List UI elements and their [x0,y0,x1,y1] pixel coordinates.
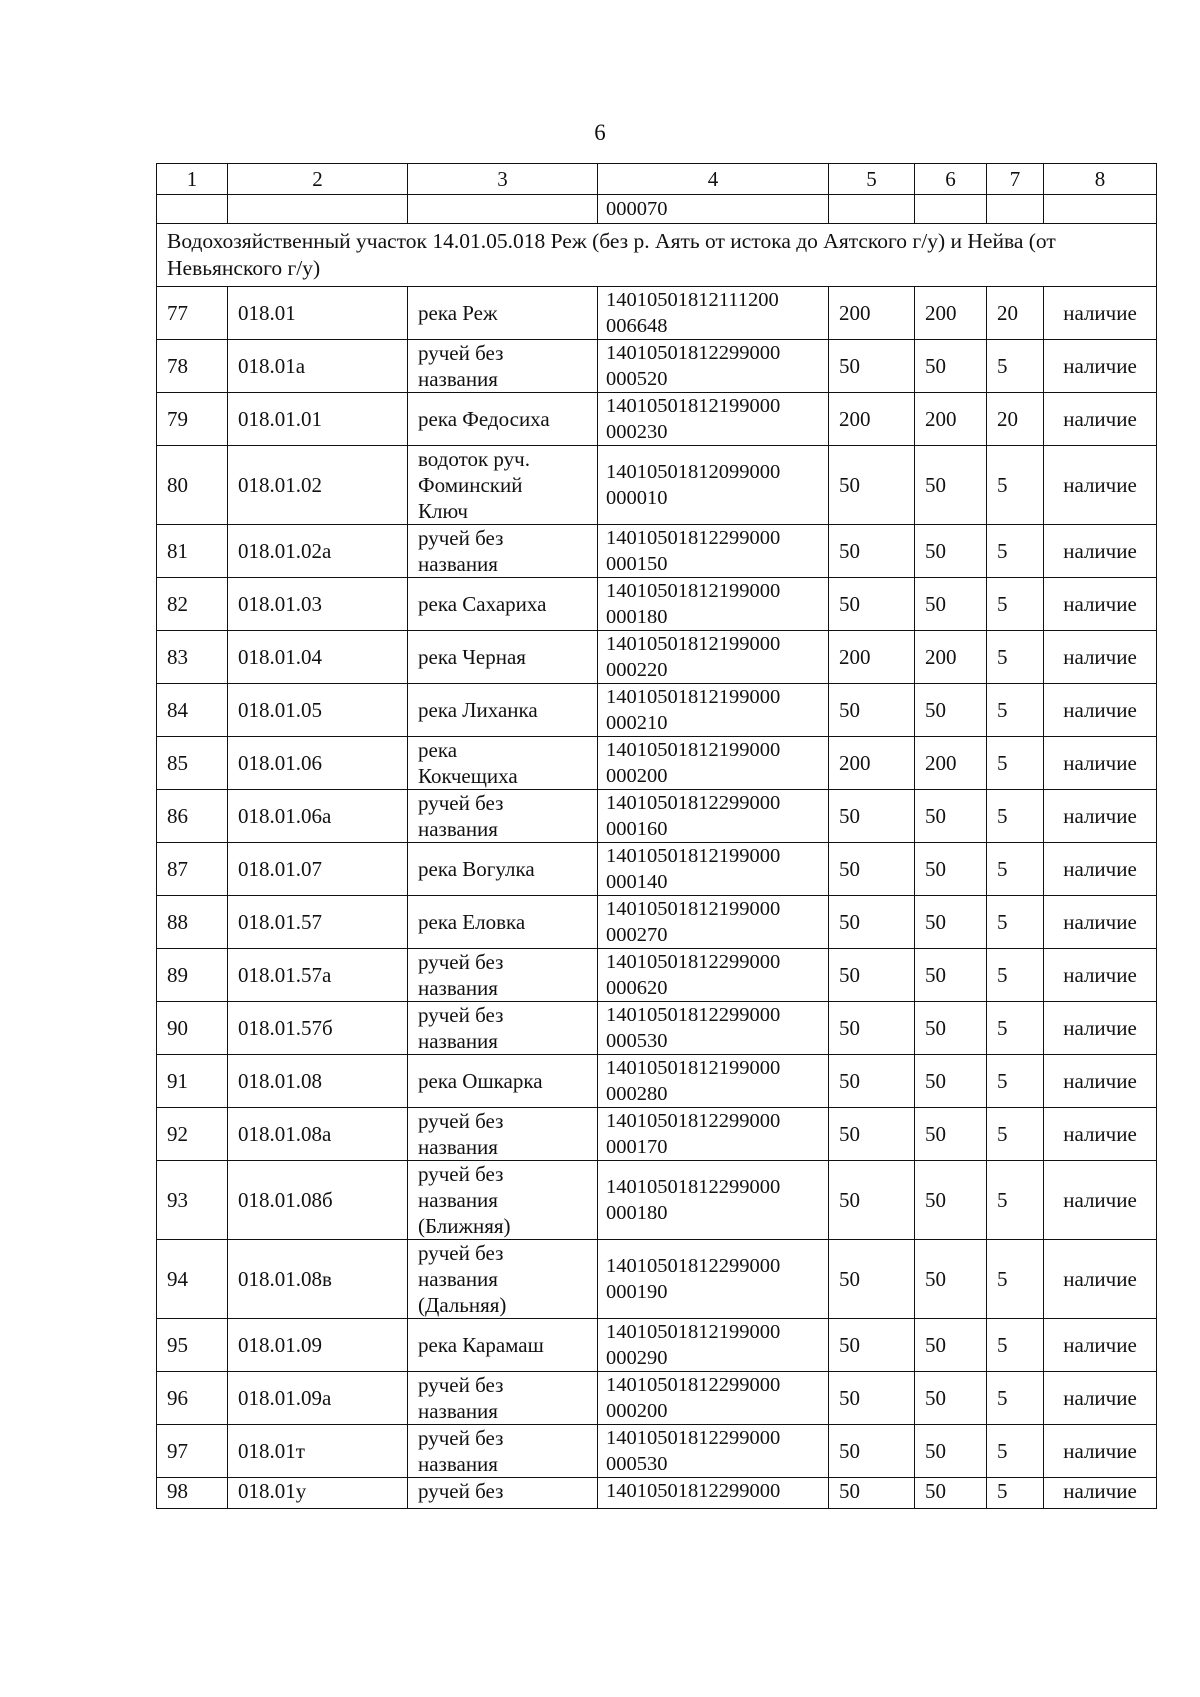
row-number-cell: 98 [157,1478,228,1509]
section-code-cell: 018.01т [228,1425,408,1478]
column-header: 8 [1044,164,1157,195]
section-code-cell: 018.01.57а [228,949,408,1002]
row-number-cell: 90 [157,1002,228,1055]
value-cell-5: 50 [829,1425,915,1478]
value-cell-5: 50 [829,1161,915,1240]
value-cell-6: 50 [915,1425,987,1478]
value-cell-6: 50 [915,843,987,896]
row-number-cell: 79 [157,393,228,446]
table-cell [915,195,987,224]
row-number-cell: 86 [157,790,228,843]
section-code-cell: 018.01.06 [228,737,408,790]
value-cell-7: 5 [987,340,1044,393]
section-code-cell: 018.01.03 [228,578,408,631]
header-row [157,164,1157,195]
water-body-name-cell: река Вогулка [408,843,598,896]
status-cell: наличие [1044,684,1157,737]
water-body-name-cell: река Еловка [408,896,598,949]
column-header: 5 [829,164,915,195]
table-row [157,631,1157,684]
table-row [157,896,1157,949]
registry-code-cell: 14010501812299000 000200 [598,1372,829,1425]
status-cell: наличие [1044,1055,1157,1108]
status-cell: наличие [1044,1002,1157,1055]
value-cell-7: 5 [987,631,1044,684]
section-code-cell: 018.01.06а [228,790,408,843]
status-cell: наличие [1044,1372,1157,1425]
row-number-cell: 82 [157,578,228,631]
status-cell: наличие [1044,1425,1157,1478]
row-number-cell: 92 [157,1108,228,1161]
table-row [157,1002,1157,1055]
value-cell-6: 50 [915,1002,987,1055]
registry-code-cell: 14010501812199000 000210 [598,684,829,737]
registry-code-cell: 14010501812299000 000530 [598,1002,829,1055]
section-code-cell: 018.01.07 [228,843,408,896]
section-code-cell: 018.01.08 [228,1055,408,1108]
page-number: 6 [594,120,606,145]
section-code-cell: 018.01.57 [228,896,408,949]
water-body-name-cell: река Карамаш [408,1319,598,1372]
table-row [157,1055,1157,1108]
value-cell-5: 50 [829,1372,915,1425]
value-cell-6: 50 [915,446,987,525]
value-cell-7: 5 [987,1002,1044,1055]
table-row [157,287,1157,340]
table-row [157,843,1157,896]
registry-code-cell: 14010501812199000 000280 [598,1055,829,1108]
table-row [157,578,1157,631]
water-body-name-cell: ручей без названия (Ближняя) [408,1161,598,1240]
section-code-cell: 018.01 [228,287,408,340]
column-header: 1 [157,164,228,195]
registry-code-cell: 14010501812199000 000180 [598,578,829,631]
registry-code-cell: 14010501812199000 000200 [598,737,829,790]
value-cell-7: 5 [987,1055,1044,1108]
status-cell: наличие [1044,287,1157,340]
section-code-cell: 018.01.08а [228,1108,408,1161]
column-header: 2 [228,164,408,195]
row-number-cell: 83 [157,631,228,684]
registry-code-cell: 14010501812199000 000230 [598,393,829,446]
section-code-cell: 018.01.02 [228,446,408,525]
value-cell-6: 50 [915,340,987,393]
section-code-cell: 018.01.57б [228,1002,408,1055]
table-cell [829,195,915,224]
row-number-cell: 88 [157,896,228,949]
status-cell: наличие [1044,446,1157,525]
water-body-name-cell: ручей без названия (Дальняя) [408,1240,598,1319]
value-cell-6: 50 [915,525,987,578]
value-cell-7: 5 [987,684,1044,737]
registry-code-cell: 14010501812299000 000160 [598,790,829,843]
table-cell [1044,195,1157,224]
value-cell-7: 5 [987,896,1044,949]
status-cell: наличие [1044,1108,1157,1161]
status-cell: наличие [1044,393,1157,446]
value-cell-6: 50 [915,578,987,631]
status-cell: наличие [1044,843,1157,896]
table-row [157,1372,1157,1425]
row-number-cell: 93 [157,1161,228,1240]
table-row [157,790,1157,843]
water-body-name-cell: ручей без названия [408,1108,598,1161]
table-cell [987,195,1044,224]
water-body-name-cell: река Ошкарка [408,1055,598,1108]
row-number-cell: 81 [157,525,228,578]
value-cell-5: 200 [829,737,915,790]
value-cell-6: 200 [915,393,987,446]
water-body-name-cell: река Кокчещиха [408,737,598,790]
value-cell-5: 200 [829,631,915,684]
water-body-name-cell: ручей без названия [408,949,598,1002]
row-number-cell: 87 [157,843,228,896]
value-cell-5: 50 [829,843,915,896]
water-body-name-cell: река Федосиха [408,393,598,446]
table-row [157,1161,1157,1240]
value-cell-7: 5 [987,1161,1044,1240]
water-body-name-cell: ручей без названия [408,790,598,843]
value-cell-5: 50 [829,1108,915,1161]
value-cell-7: 20 [987,393,1044,446]
row-number-cell: 97 [157,1425,228,1478]
water-body-name-cell: река Сахариха [408,578,598,631]
water-body-name-cell: ручей без названия [408,1425,598,1478]
value-cell-7: 5 [987,949,1044,1002]
value-cell-6: 50 [915,684,987,737]
table-row [157,1108,1157,1161]
table-row [157,949,1157,1002]
column-header: 7 [987,164,1044,195]
status-cell: наличие [1044,949,1157,1002]
value-cell-5: 50 [829,790,915,843]
value-cell-6: 50 [915,1161,987,1240]
value-cell-6: 50 [915,790,987,843]
registry-code-cell: 14010501812299000 000520 [598,340,829,393]
value-cell-7: 5 [987,446,1044,525]
value-cell-5: 50 [829,949,915,1002]
value-cell-5: 50 [829,446,915,525]
value-cell-5: 200 [829,393,915,446]
row-number-cell: 96 [157,1372,228,1425]
value-cell-5: 50 [829,525,915,578]
water-body-name-cell: ручей без названия [408,1002,598,1055]
column-header: 4 [598,164,829,195]
column-header: 3 [408,164,598,195]
value-cell-6: 50 [915,896,987,949]
section-code-cell: 018.01.09а [228,1372,408,1425]
status-cell: наличие [1044,525,1157,578]
value-cell-7: 5 [987,1425,1044,1478]
value-cell-5: 200 [829,287,915,340]
registry-code-cell: 14010501812199000 000220 [598,631,829,684]
row-number-cell: 89 [157,949,228,1002]
status-cell: наличие [1044,631,1157,684]
table-row [157,446,1157,525]
registry-code-cell: 14010501812199000 000290 [598,1319,829,1372]
status-cell: наличие [1044,790,1157,843]
value-cell-7: 5 [987,1108,1044,1161]
value-cell-6: 50 [915,1055,987,1108]
registry-code-cell: 14010501812199000 000270 [598,896,829,949]
value-cell-7: 5 [987,1478,1044,1509]
status-cell: наличие [1044,1240,1157,1319]
value-cell-6: 50 [915,1108,987,1161]
table-cell [408,195,598,224]
row-number-cell: 95 [157,1319,228,1372]
value-cell-6: 50 [915,1319,987,1372]
status-cell: наличие [1044,1478,1157,1509]
continuation-row [157,195,1157,224]
row-number-cell: 77 [157,287,228,340]
row-number-cell: 91 [157,1055,228,1108]
row-number-cell: 84 [157,684,228,737]
table-body [157,164,1157,1509]
value-cell-6: 200 [915,631,987,684]
registry-code-cell: 14010501812111200 006648 [598,287,829,340]
value-cell-7: 5 [987,1240,1044,1319]
row-number-cell: 80 [157,446,228,525]
value-cell-6: 50 [915,1372,987,1425]
water-body-name-cell: река Лиханка [408,684,598,737]
registry-code-cell: 14010501812299000 000150 [598,525,829,578]
value-cell-5: 50 [829,684,915,737]
status-cell: наличие [1044,896,1157,949]
row-number-cell: 94 [157,1240,228,1319]
status-cell: наличие [1044,1319,1157,1372]
value-cell-7: 5 [987,737,1044,790]
value-cell-5: 50 [829,340,915,393]
registry-code-cell: 14010501812299000 000190 [598,1240,829,1319]
table-cell [228,195,408,224]
section-code-cell: 018.01у [228,1478,408,1509]
section-code-cell: 018.01.04 [228,631,408,684]
status-cell: наличие [1044,737,1157,790]
value-cell-7: 5 [987,1372,1044,1425]
status-cell: наличие [1044,1161,1157,1240]
status-cell: наличие [1044,578,1157,631]
registry-code-cell: 14010501812299000 000170 [598,1108,829,1161]
value-cell-7: 5 [987,790,1044,843]
value-cell-5: 50 [829,1055,915,1108]
registry-code-cell: 14010501812199000 000140 [598,843,829,896]
value-cell-5: 50 [829,1002,915,1055]
value-cell-7: 20 [987,287,1044,340]
table-row [157,737,1157,790]
registry-code-cell: 14010501812099000 000010 [598,446,829,525]
table-row [157,525,1157,578]
value-cell-7: 5 [987,578,1044,631]
section-code-cell: 018.01.05 [228,684,408,737]
water-body-name-cell: река Реж [408,287,598,340]
value-cell-6: 50 [915,949,987,1002]
value-cell-6: 50 [915,1240,987,1319]
code-cell: 000070 [598,195,829,224]
column-header: 6 [915,164,987,195]
row-number-cell: 78 [157,340,228,393]
value-cell-5: 50 [829,1319,915,1372]
table-row [157,1240,1157,1319]
table-row [157,340,1157,393]
value-cell-6: 200 [915,287,987,340]
value-cell-7: 5 [987,525,1044,578]
value-cell-5: 50 [829,1478,915,1509]
section-code-cell: 018.01а [228,340,408,393]
table-row [157,393,1157,446]
value-cell-5: 50 [829,896,915,949]
table-row [157,1425,1157,1478]
value-cell-7: 5 [987,843,1044,896]
row-number-cell: 85 [157,737,228,790]
status-cell: наличие [1044,340,1157,393]
section-code-cell: 018.01.08в [228,1240,408,1319]
table-cell [157,195,228,224]
table-row [157,1319,1157,1372]
value-cell-6: 50 [915,1478,987,1509]
table-row [157,684,1157,737]
section-code-cell: 018.01.09 [228,1319,408,1372]
water-body-name-cell: ручей без названия [408,1372,598,1425]
value-cell-6: 200 [915,737,987,790]
registry-code-cell: 14010501812299000 [598,1478,829,1509]
registry-code-cell: 14010501812299000 000530 [598,1425,829,1478]
value-cell-5: 50 [829,1240,915,1319]
registry-code-cell: 14010501812299000 000180 [598,1161,829,1240]
section-code-cell: 018.01.01 [228,393,408,446]
water-bodies-table [156,163,1157,1509]
section-title: Водохозяйственный участок 14.01.05.018 Реж (без р. Аять от истока до Аятского г/у) и Нейва (от Невьянского г/у) [157,224,1157,287]
registry-code-cell: 14010501812299000 000620 [598,949,829,1002]
value-cell-5: 50 [829,578,915,631]
water-body-name-cell: река Черная [408,631,598,684]
water-body-name-cell: ручей без названия [408,340,598,393]
value-cell-7: 5 [987,1319,1044,1372]
water-body-name-cell: ручей без названия [408,525,598,578]
section-row [157,224,1157,287]
water-body-name-cell: водоток руч. Фоминский Ключ [408,446,598,525]
water-body-name-cell: ручей без [408,1478,598,1509]
section-code-cell: 018.01.02а [228,525,408,578]
section-code-cell: 018.01.08б [228,1161,408,1240]
table-row [157,1478,1157,1509]
